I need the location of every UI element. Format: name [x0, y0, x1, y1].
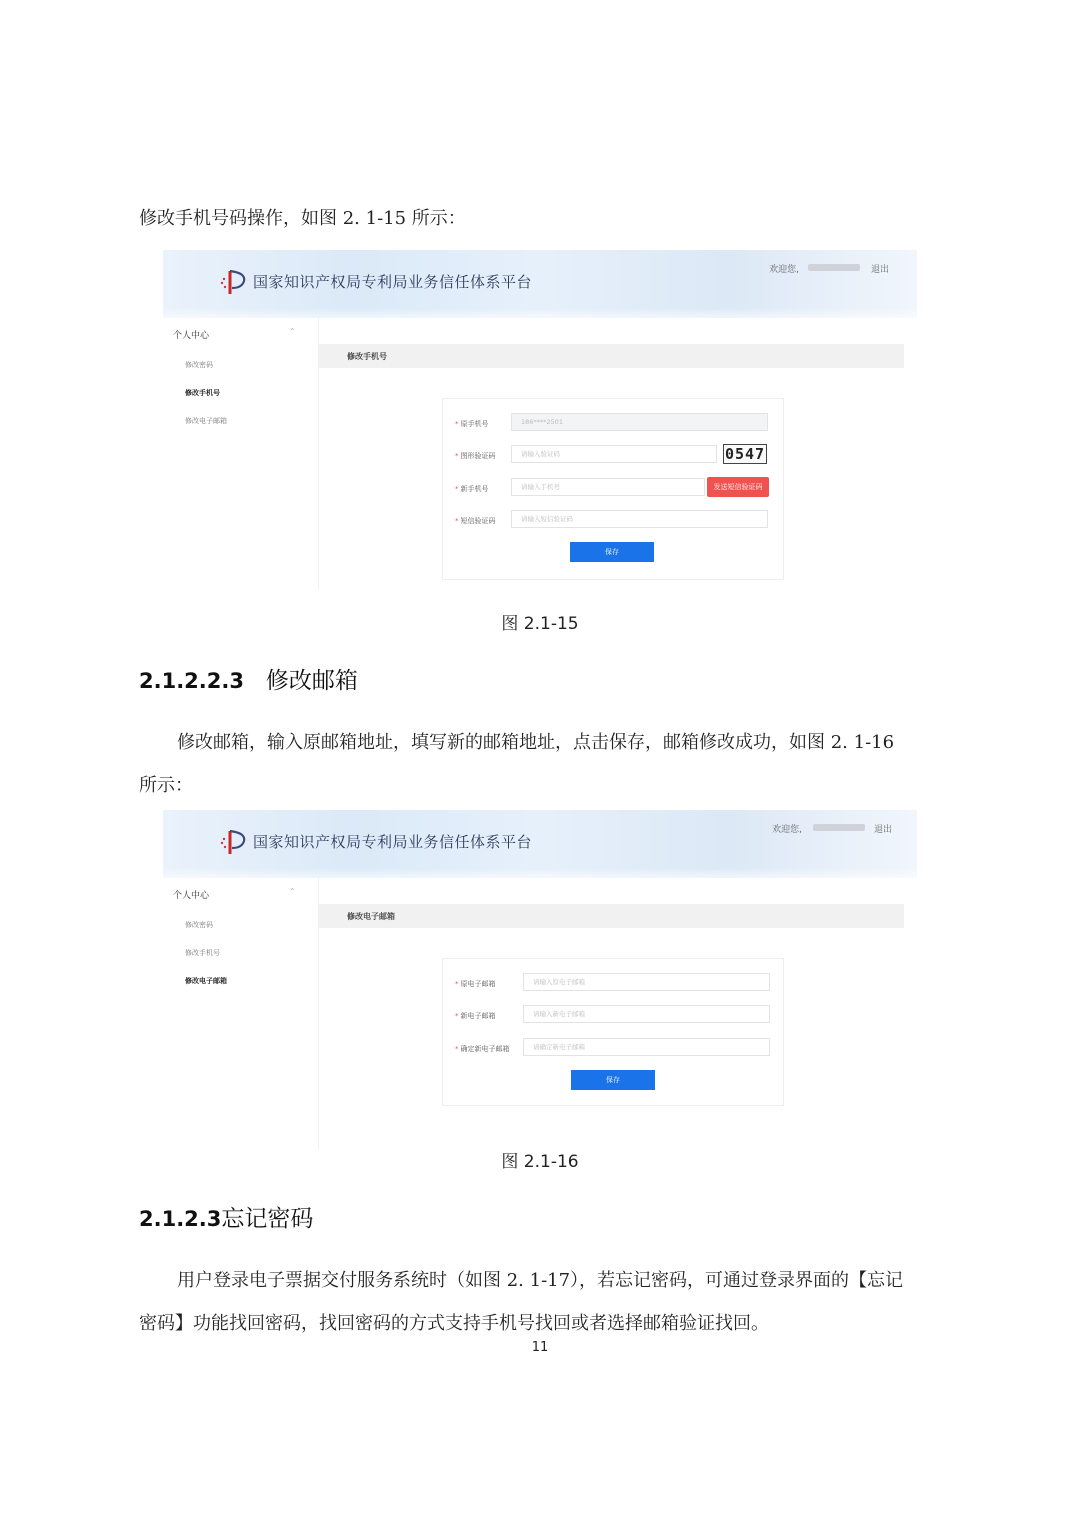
field-label-confirm-email: * 确定新电子邮箱	[455, 1045, 510, 1053]
platform-logo-icon	[219, 826, 249, 856]
email-paragraph-line1: 修改邮箱，输入原邮箱地址，填写新的邮箱地址，点击保存，邮箱修改成功，如图 2. 1-16	[177, 732, 895, 753]
sidebar-item-change-password[interactable]: 修改密码	[185, 921, 213, 929]
header-banner	[163, 810, 917, 878]
site-title: 国家知识产权局专利局业务信任体系平台	[253, 833, 533, 851]
screenshot-change-phone	[163, 250, 917, 590]
section-heading-forgot-password: 2.1.2.3忘记密码	[139, 1206, 314, 1232]
sidebar-item-change-password[interactable]: 修改密码	[185, 361, 213, 369]
header-banner	[163, 250, 917, 318]
logout-link[interactable]: 退出	[870, 265, 889, 275]
sidebar	[163, 318, 319, 590]
username-redacted	[808, 264, 860, 271]
sms-code-input[interactable]: 请输入短信验证码	[511, 510, 768, 528]
save-button[interactable]: 保存	[571, 1070, 655, 1090]
panel-header	[319, 904, 904, 928]
captcha-image[interactable]: 0547	[724, 445, 766, 463]
username-redacted	[813, 824, 865, 831]
forgot-paragraph-line2: 密码】功能找回密码，找回密码的方式支持手机号找回或者选择邮箱验证找回。	[139, 1313, 769, 1334]
logout-link[interactable]: 退出	[873, 825, 892, 835]
screenshot-change-email	[163, 810, 917, 1150]
field-label-old-phone: * 原手机号	[455, 420, 489, 428]
sidebar-header[interactable]: 个人中心	[173, 891, 210, 901]
email-paragraph-line2: 所示：	[139, 775, 193, 796]
figure-caption-1: 图 2.1-15	[501, 614, 579, 634]
forgot-paragraph-line1: 用户登录电子票据交付服务系统时（如图 2. 1-17），若忘记密码，可通过登录界面的【忘记	[177, 1270, 904, 1291]
page-number: 11	[531, 1340, 549, 1355]
new-phone-input[interactable]: 请输入手机号	[511, 478, 705, 496]
change-phone-form	[442, 398, 784, 580]
sidebar-item-change-phone[interactable]: 修改手机号	[185, 389, 220, 397]
platform-logo-icon	[219, 266, 249, 296]
change-email-form	[442, 958, 784, 1106]
figure-caption-2: 图 2.1-16	[501, 1152, 579, 1172]
sidebar-item-change-email[interactable]: 修改电子邮箱	[185, 977, 227, 985]
sidebar-item-change-phone[interactable]: 修改手机号	[185, 949, 220, 957]
panel-title: 修改电子邮箱	[347, 912, 395, 921]
sidebar-header[interactable]: 个人中心	[173, 331, 210, 341]
sidebar	[163, 878, 319, 1150]
chevron-up-icon[interactable]: ⌃	[289, 327, 296, 336]
old-email-input[interactable]: 请输入原电子邮箱	[523, 973, 770, 991]
chevron-up-icon[interactable]: ⌃	[289, 887, 296, 896]
captcha-input[interactable]: 请输入验证码	[511, 445, 717, 463]
panel-title: 修改手机号	[347, 352, 387, 361]
confirm-email-input[interactable]: 请确定新电子邮箱	[523, 1038, 770, 1056]
panel-header	[319, 344, 904, 368]
field-label-new-phone: * 新手机号	[455, 485, 489, 493]
field-label-new-email: * 新电子邮箱	[455, 1012, 496, 1020]
welcome-text: 欢迎您,	[772, 825, 802, 835]
send-sms-code-button[interactable]: 发送短信验证码	[707, 477, 769, 497]
save-button[interactable]: 保存	[570, 542, 654, 562]
field-label-sms-code: * 短信验证码	[455, 517, 496, 525]
section-heading-change-email: 2.1.2.2.3 修改邮箱	[139, 668, 358, 694]
site-title: 国家知识产权局专利局业务信任体系平台	[253, 273, 533, 291]
old-phone-field: 186****2501	[511, 413, 768, 431]
new-email-input[interactable]: 请输入新电子邮箱	[523, 1005, 770, 1023]
field-label-old-email: * 原电子邮箱	[455, 980, 496, 988]
field-label-captcha: * 图形验证码	[455, 452, 496, 460]
welcome-text: 欢迎您,	[769, 265, 799, 275]
sidebar-item-change-email[interactable]: 修改电子邮箱	[185, 417, 227, 425]
intro-paragraph: 修改手机号码操作，如图 2. 1-15 所示：	[139, 208, 466, 229]
